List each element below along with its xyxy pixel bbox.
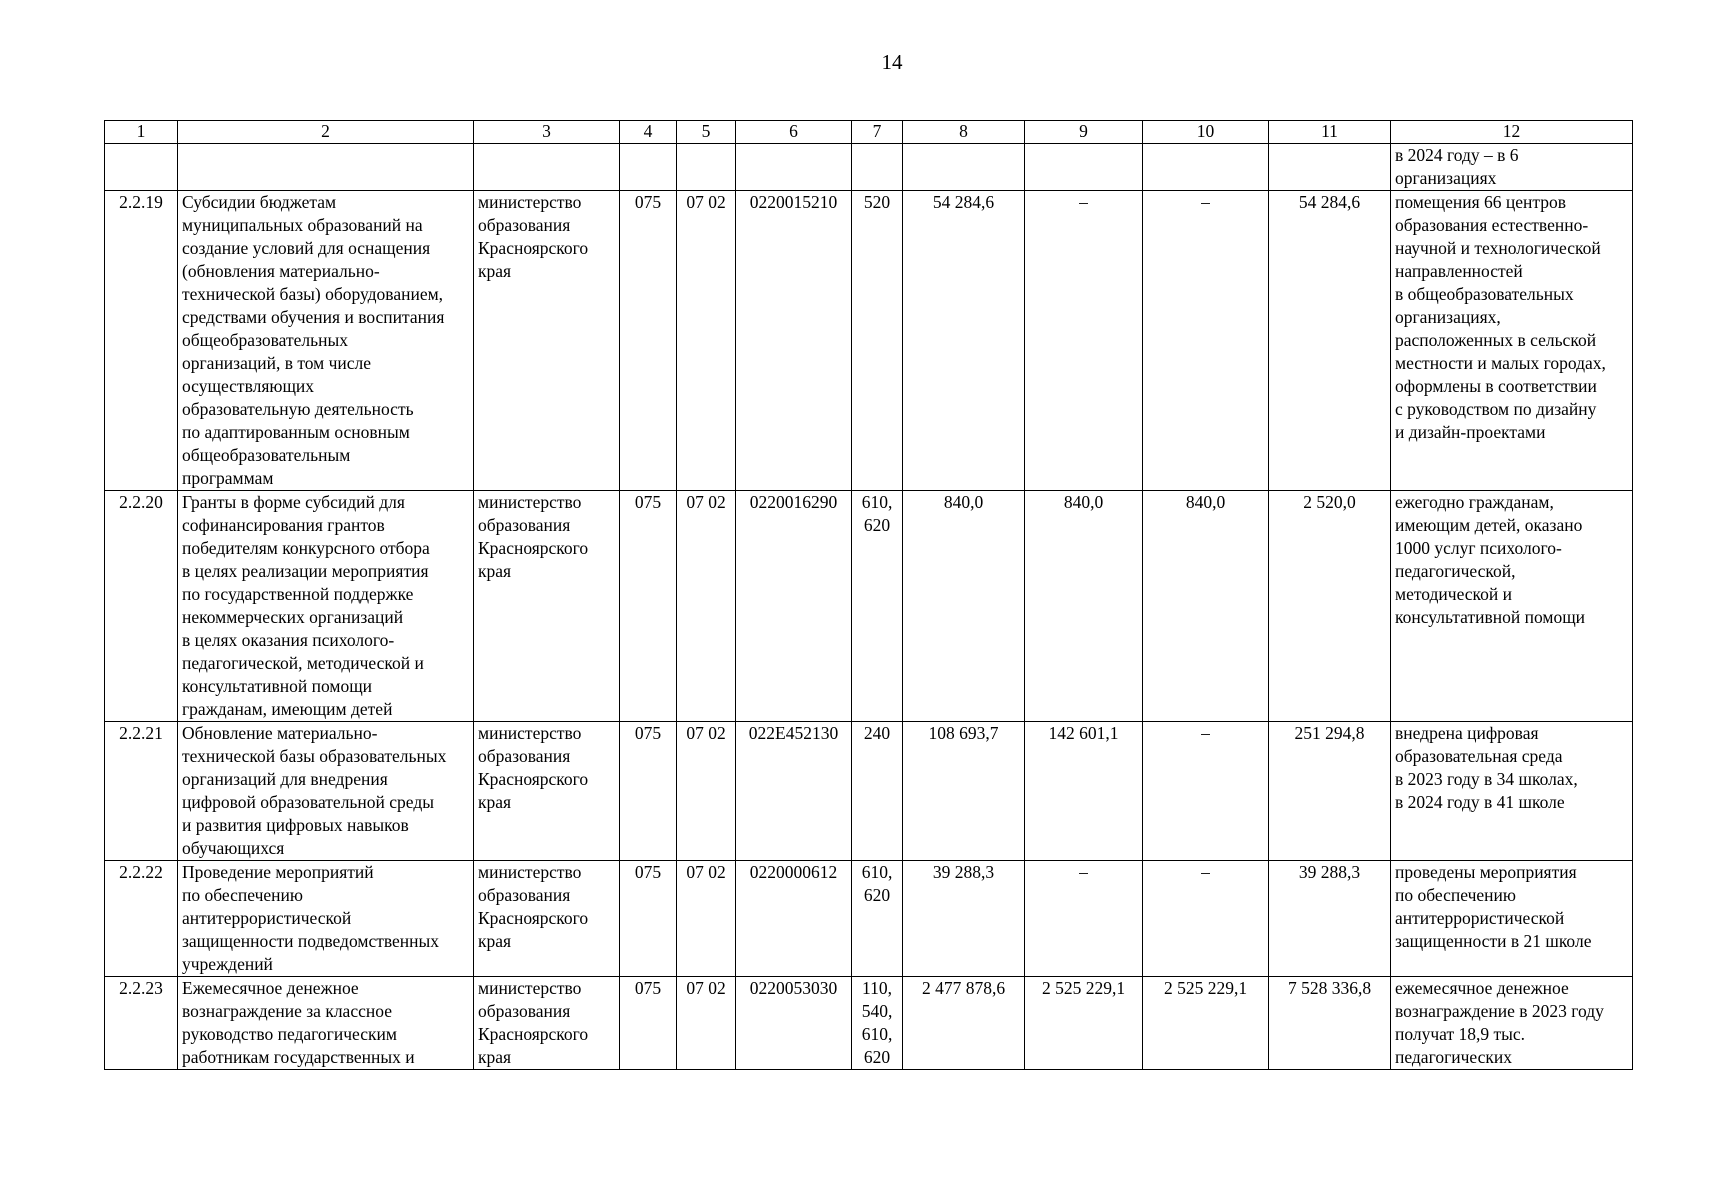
amount-2022: 39 288,3 — [903, 861, 1025, 977]
activity-name: Гранты в форме субсидий для софинансирования грантов победителям конкурсного отбора в целях реализации мероприятия по государственной поддержке некоммерческих организаций в целях оказания психолого- педагогической, методической и консультативной помощи гражданам, имеющим детей — [178, 491, 474, 722]
grbs-code: 075 — [620, 491, 677, 722]
table-row — [105, 861, 1633, 977]
expense-type-code: 610, 620 — [852, 491, 903, 722]
expected-result: проведены мероприятия по обеспечению антитеррористической защищенности в 21 школе — [1391, 861, 1633, 977]
column-number-cell: 5 — [677, 121, 736, 144]
target-article-code: 0220053030 — [736, 977, 852, 1070]
column-number-cell: 1 — [105, 121, 178, 144]
item-number: 2.2.21 — [105, 722, 178, 861]
grbs-code — [620, 144, 677, 191]
amount-2024: – — [1143, 861, 1269, 977]
amount-total: 39 288,3 — [1269, 861, 1391, 977]
amount-total: 2 520,0 — [1269, 491, 1391, 722]
table-row — [105, 722, 1633, 861]
item-number: 2.2.19 — [105, 191, 178, 491]
amount-2024: 2 525 229,1 — [1143, 977, 1269, 1070]
expected-result: внедрена цифровая образовательная среда в 2023 году в 34 школах, в 2024 году в 41 школе — [1391, 722, 1633, 861]
section-code: 07 02 — [677, 861, 736, 977]
item-number: 2.2.20 — [105, 491, 178, 722]
amount-2024: – — [1143, 191, 1269, 491]
amount-total: 251 294,8 — [1269, 722, 1391, 861]
grbs-code: 075 — [620, 861, 677, 977]
column-number-cell: 6 — [736, 121, 852, 144]
amount-2023 — [1025, 144, 1143, 191]
executor: министерство образования Красноярского края — [474, 861, 620, 977]
target-article-code: 022Е452130 — [736, 722, 852, 861]
amount-2022: 2 477 878,6 — [903, 977, 1025, 1070]
executor — [474, 144, 620, 191]
grbs-code: 075 — [620, 191, 677, 491]
column-number-cell: 4 — [620, 121, 677, 144]
target-article-code: 0220015210 — [736, 191, 852, 491]
expense-type-code — [852, 144, 903, 191]
activity-name: Проведение мероприятий по обеспечению антитеррористической защищенности подведомственных учреждений — [178, 861, 474, 977]
amount-2024: 840,0 — [1143, 491, 1269, 722]
activity-name — [178, 144, 474, 191]
executor: министерство образования Красноярского края — [474, 491, 620, 722]
column-number-cell: 10 — [1143, 121, 1269, 144]
program-activities-table — [104, 120, 1633, 1070]
activity-name: Обновление материально- технической базы образовательных организаций для внедрения цифровой образовательной среды и развития цифровых навыков обучающихся — [178, 722, 474, 861]
target-article-code: 0220000612 — [736, 861, 852, 977]
item-number: 2.2.23 — [105, 977, 178, 1070]
executor: министерство образования Красноярского края — [474, 191, 620, 491]
target-article-code — [736, 144, 852, 191]
grbs-code: 075 — [620, 722, 677, 861]
section-code: 07 02 — [677, 977, 736, 1070]
amount-2022: 108 693,7 — [903, 722, 1025, 861]
activity-name: Ежемесячное денежное вознаграждение за классное руководство педагогическим работникам государственных и — [178, 977, 474, 1070]
amount-2023: 840,0 — [1025, 491, 1143, 722]
amount-2023: 2 525 229,1 — [1025, 977, 1143, 1070]
grbs-code: 075 — [620, 977, 677, 1070]
target-article-code: 0220016290 — [736, 491, 852, 722]
amount-total: 7 528 336,8 — [1269, 977, 1391, 1070]
amount-2024: – — [1143, 722, 1269, 861]
table-row — [105, 977, 1633, 1070]
expected-result: ежемесячное денежное вознаграждение в 2023 году получат 18,9 тыс. педагогических — [1391, 977, 1633, 1070]
item-number: 2.2.22 — [105, 861, 178, 977]
amount-total — [1269, 144, 1391, 191]
table-row — [105, 144, 1633, 191]
column-number-cell: 12 — [1391, 121, 1633, 144]
expense-type-code: 240 — [852, 722, 903, 861]
table-row — [105, 491, 1633, 722]
activity-name: Субсидии бюджетам муниципальных образований на создание условий для оснащения (обновления материально- технической базы) оборудованием, средствами обучения и воспитания общеобразовательных организаций, в том числе осуществляющих образовательную деятельность по адаптированным основным общеобразовательным программам — [178, 191, 474, 491]
item-number — [105, 144, 178, 191]
amount-2022 — [903, 144, 1025, 191]
amount-2023: – — [1025, 861, 1143, 977]
executor: министерство образования Красноярского края — [474, 722, 620, 861]
amount-2023: – — [1025, 191, 1143, 491]
amount-2022: 54 284,6 — [903, 191, 1025, 491]
amount-2024 — [1143, 144, 1269, 191]
expense-type-code: 110, 540, 610, 620 — [852, 977, 903, 1070]
column-number-cell: 3 — [474, 121, 620, 144]
executor: министерство образования Красноярского края — [474, 977, 620, 1070]
section-code: 07 02 — [677, 491, 736, 722]
amount-2023: 142 601,1 — [1025, 722, 1143, 861]
column-number-cell: 7 — [852, 121, 903, 144]
column-number-cell: 11 — [1269, 121, 1391, 144]
table-row — [105, 191, 1633, 491]
section-code — [677, 144, 736, 191]
amount-2022: 840,0 — [903, 491, 1025, 722]
expense-type-code: 520 — [852, 191, 903, 491]
expected-result: в 2024 году – в 6 организациях — [1391, 144, 1633, 191]
amount-total: 54 284,6 — [1269, 191, 1391, 491]
section-code: 07 02 — [677, 191, 736, 491]
page-number: 14 — [881, 50, 903, 74]
section-code: 07 02 — [677, 722, 736, 861]
column-number-row — [105, 121, 1633, 144]
expected-result: ежегодно гражданам, имеющим детей, оказано 1000 услуг психолого- педагогической, методической и консультативной помощи — [1391, 491, 1633, 722]
column-number-cell: 2 — [178, 121, 474, 144]
column-number-cell: 8 — [903, 121, 1025, 144]
column-number-cell: 9 — [1025, 121, 1143, 144]
expense-type-code: 610, 620 — [852, 861, 903, 977]
expected-result: помещения 66 центров образования естественно- научной и технологической направленностей в общеобразовательных организациях, расположенных в сельской местности и малых городах, оформлены в соответствии с руководством по дизайну и дизайн-проектами — [1391, 191, 1633, 491]
